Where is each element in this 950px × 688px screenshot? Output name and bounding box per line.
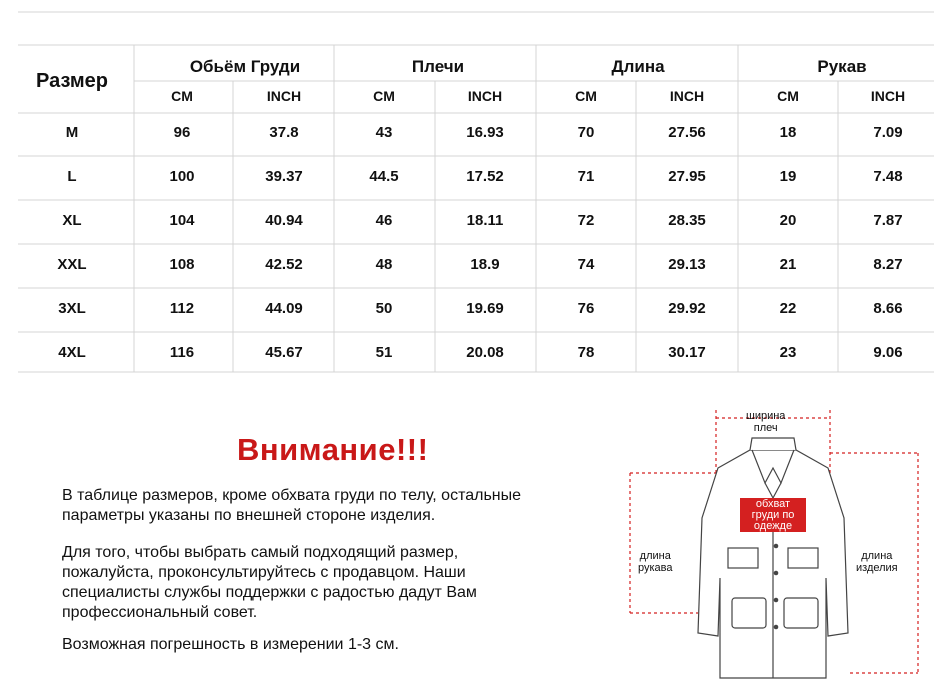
notice-paragraph-1 — [62, 486, 521, 526]
table-cell: 78 — [577, 344, 595, 361]
table-cell: 28.35 — [668, 212, 706, 229]
table-cell: 18.9 — [470, 256, 500, 273]
table-cell: 20.08 — [466, 344, 504, 361]
table-cell: 7.09 — [873, 124, 903, 141]
table-cell: 72 — [577, 212, 595, 229]
text-line: В таблице размеров, кроме обхвата груди по телу, остальные — [62, 487, 522, 504]
jacket-measurement-diagram — [620, 398, 930, 683]
table-cell: 8.27 — [873, 256, 903, 273]
text-line: профессиональный совет. — [62, 604, 258, 621]
size-label: 3XL — [58, 300, 86, 317]
group-header: Рукав — [817, 57, 867, 76]
table-cell: 17.52 — [466, 168, 504, 185]
table-cell: 108 — [169, 256, 195, 273]
text-line: Возможная погрешность в измерении 1-3 см. — [62, 636, 399, 653]
unit-header: CM — [575, 88, 597, 104]
unit-header: CM — [777, 88, 799, 104]
label-line: рукава — [638, 562, 673, 574]
label-line: одежде — [753, 520, 793, 532]
table-cell: 20 — [779, 212, 797, 229]
table-cell: 45.67 — [265, 344, 303, 361]
label-line: длина — [861, 550, 893, 562]
table-cell: 16.93 — [466, 124, 504, 141]
jacket-illustration — [620, 398, 930, 683]
group-header: Плечи — [411, 57, 465, 76]
unit-header: INCH — [266, 88, 302, 104]
table-cell: 74 — [577, 256, 595, 273]
sleeve-length-label — [638, 550, 673, 574]
table-cell: 27.56 — [668, 124, 706, 141]
table-cell: 70 — [577, 124, 595, 141]
unit-header: INCH — [870, 88, 906, 104]
unit-header: INCH — [669, 88, 705, 104]
table-cell: 22 — [779, 300, 797, 317]
table-cell: 40.94 — [265, 212, 303, 229]
table-cell: 19.69 — [466, 300, 504, 317]
label-line: длина — [639, 550, 671, 562]
text-line: Для того, чтобы выбрать самый подходящий размер, — [62, 544, 459, 561]
table-cell: 104 — [169, 212, 195, 229]
table-cell: 9.06 — [873, 344, 903, 361]
notice-paragraph-3 — [62, 635, 399, 655]
notice-title: Внимание!!! — [237, 432, 429, 467]
label-line: ширина — [746, 410, 786, 422]
notice-paragraph-2 — [62, 543, 477, 623]
table-cell: 48 — [375, 256, 393, 273]
table-cell: 76 — [577, 300, 595, 317]
unit-header: CM — [373, 88, 395, 104]
size-column-header: Размер — [36, 70, 109, 92]
table-cell: 44.09 — [265, 300, 303, 317]
table-cell: 96 — [173, 124, 191, 141]
group-header: Обьём Груди — [189, 57, 301, 76]
table-cell: 116 — [169, 344, 195, 361]
table-cell: 30.17 — [668, 344, 706, 361]
label-line: изделия — [856, 562, 898, 574]
table-cell: 112 — [169, 300, 195, 317]
unit-header: INCH — [467, 88, 503, 104]
table-cell: 27.95 — [668, 168, 706, 185]
table-cell: 7.48 — [873, 168, 903, 185]
size-label: M — [65, 124, 79, 141]
size-label: L — [67, 168, 77, 185]
table-cell: 42.52 — [265, 256, 303, 273]
table-cell: 46 — [375, 212, 393, 229]
label-line: плеч — [753, 422, 778, 434]
chest-girth-label — [742, 499, 804, 532]
text-line: пожалуйста, проконсультируйтесь с продавцом. Наши — [62, 564, 466, 581]
text-line: параметры указаны по внешней стороне изделия. — [62, 507, 436, 524]
table-cell: 23 — [779, 344, 797, 361]
size-label: XXL — [57, 256, 87, 273]
garment-length-label — [856, 550, 898, 574]
table-cell: 18 — [779, 124, 797, 141]
size-label: 4XL — [58, 344, 86, 361]
label-line: обхват — [755, 498, 791, 510]
table-cell: 18.11 — [466, 212, 504, 229]
table-cell: 29.92 — [668, 300, 706, 317]
table-cell: 71 — [577, 168, 595, 185]
group-header: Длина — [611, 57, 665, 76]
table-cell: 43 — [375, 124, 393, 141]
shoulder-width-label — [746, 410, 785, 434]
table-cell: 39.37 — [265, 168, 303, 185]
table-cell: 44.5 — [369, 168, 399, 185]
table-cell: 37.8 — [269, 124, 299, 141]
table-cell: 19 — [779, 168, 797, 185]
table-cell: 100 — [169, 168, 195, 185]
label-line: груди по — [751, 509, 795, 521]
table-cell: 8.66 — [873, 300, 903, 317]
table-cell: 50 — [375, 300, 393, 317]
table-cell: 21 — [779, 256, 797, 273]
size-label: XL — [62, 212, 82, 229]
unit-header: CM — [171, 88, 193, 104]
table-cell: 7.87 — [873, 212, 903, 229]
table-cell: 29.13 — [668, 256, 706, 273]
table-cell: 51 — [375, 344, 393, 361]
text-line: специалисты службы поддержки с радостью дадут Вам — [62, 584, 477, 601]
